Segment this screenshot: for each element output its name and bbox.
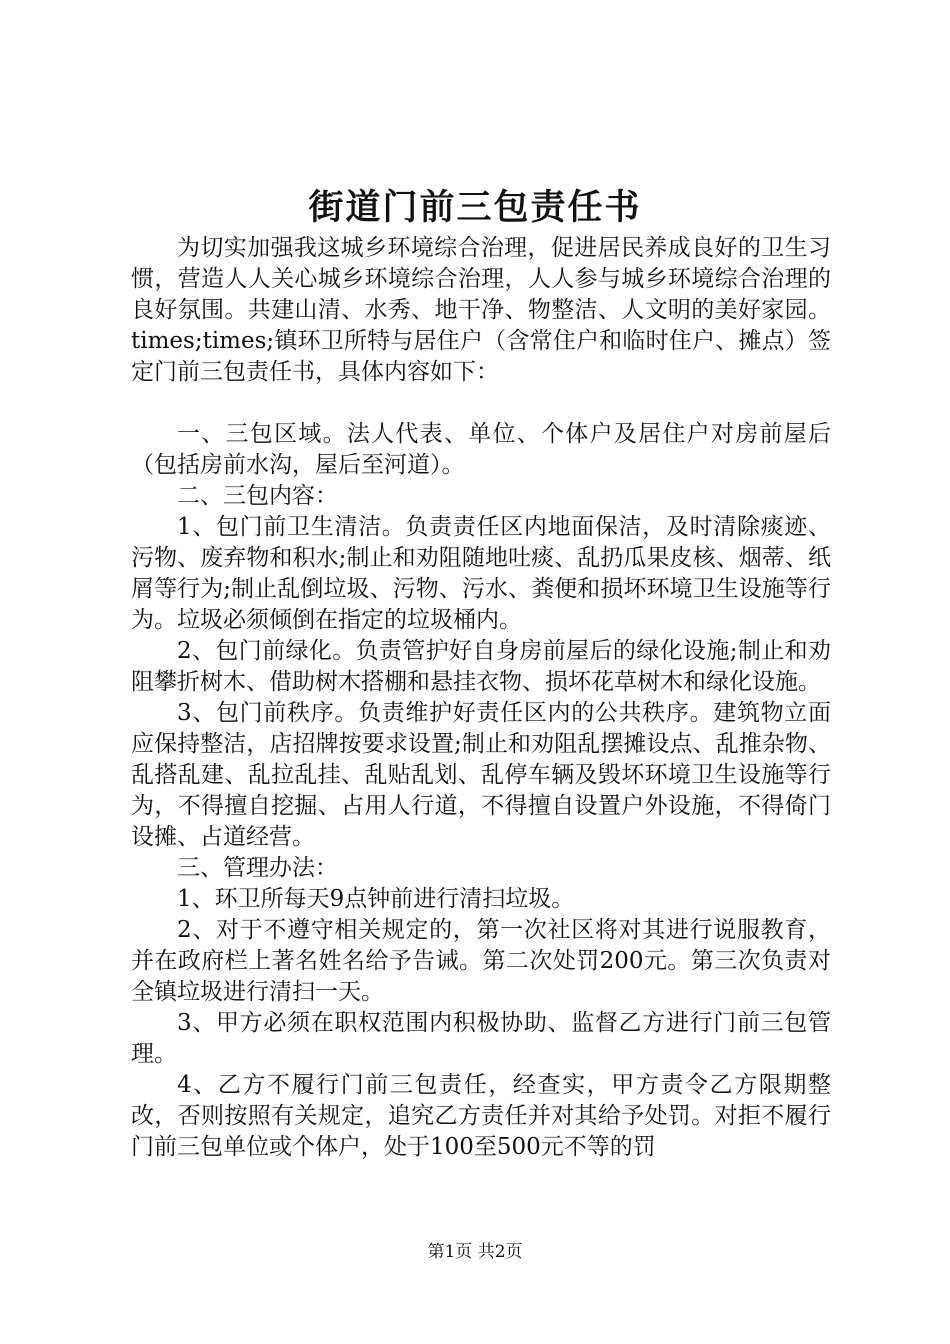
page-footer: 第1页 共2页	[427, 1242, 523, 1262]
document-body	[131, 233, 831, 1163]
rule-3: 3、甲方必须在职权范围内积极协助、监督乙方进行门前三包管理。	[131, 1010, 831, 1067]
section-3-heading: 三、管理办法：	[177, 855, 338, 881]
item-cleaning: 1、包门前卫生清洁。负责责任区内地面保洁，及时清除痰迹、污物、废弃物和积水;制止和劝阻随地吐痰、乱扔瓜果皮核、烟蒂、纸屑等行为;制止乱倒垃圾、污物、污水、粪便和损坏环境卫生设施等行为。垃圾必须倾倒在指定的垃圾桶内。	[131, 514, 831, 633]
rule-2: 2、对于不遵守相关规定的，第一次社区将对其进行说服教育，并在政府栏上著名姓名给予告诫。第二次处罚200元。第三次负责对全镇垃圾进行清扫一天。	[131, 917, 831, 1005]
item-order: 3、包门前秩序。负责维护好责任区内的公共秩序。建筑物立面应保持整洁，店招牌按要求设置;制止和劝阻乱摆摊设点、乱推杂物、乱搭乱建、乱拉乱挂、乱贴乱划、乱停车辆及毁坏环境卫生设施等行为，不得擅自挖掘、占用人行道，不得擅自设置户外设施，不得倚门设摊、占道经营。	[131, 700, 831, 850]
rule-4: 4、乙方不履行门前三包责任，经查实，甲方责令乙方限期整改，否则按照有关规定，追究乙方责任并对其给予处罚。对拒不履行门前三包单位或个体户，处于100至500元不等的罚	[131, 1072, 831, 1160]
rule-1: 1、环卫所每天9点钟前进行清扫垃圾。	[177, 886, 575, 912]
document-title: 街道门前三包责任书	[308, 187, 642, 228]
section-2-heading: 二、三包内容：	[177, 483, 338, 509]
section-1-area: 一、三包区域。法人代表、单位、个体户及居住户对房前屋后（包括房前水沟，屋后至河道）。	[131, 421, 831, 478]
item-greening: 2、包门前绿化。负责管护好自身房前屋后的绿化设施;制止和劝阻攀折树木、借助树木搭棚和悬挂衣物、损坏花草树木和绿化设施。	[131, 638, 831, 695]
intro-paragraph: 为切实加强我这城乡环境综合治理，促进居民养成良好的卫生习惯，营造人人关心城乡环境综合治理，人人参与城乡环境综合治理的良好氛围。共建山清、水秀、地干净、物整洁、人文明的美好家园。times;times;镇环卫所特与居住户（含常住户和临时住户、摊点）签定门前三包责任书，具体内容如下：	[131, 235, 831, 385]
